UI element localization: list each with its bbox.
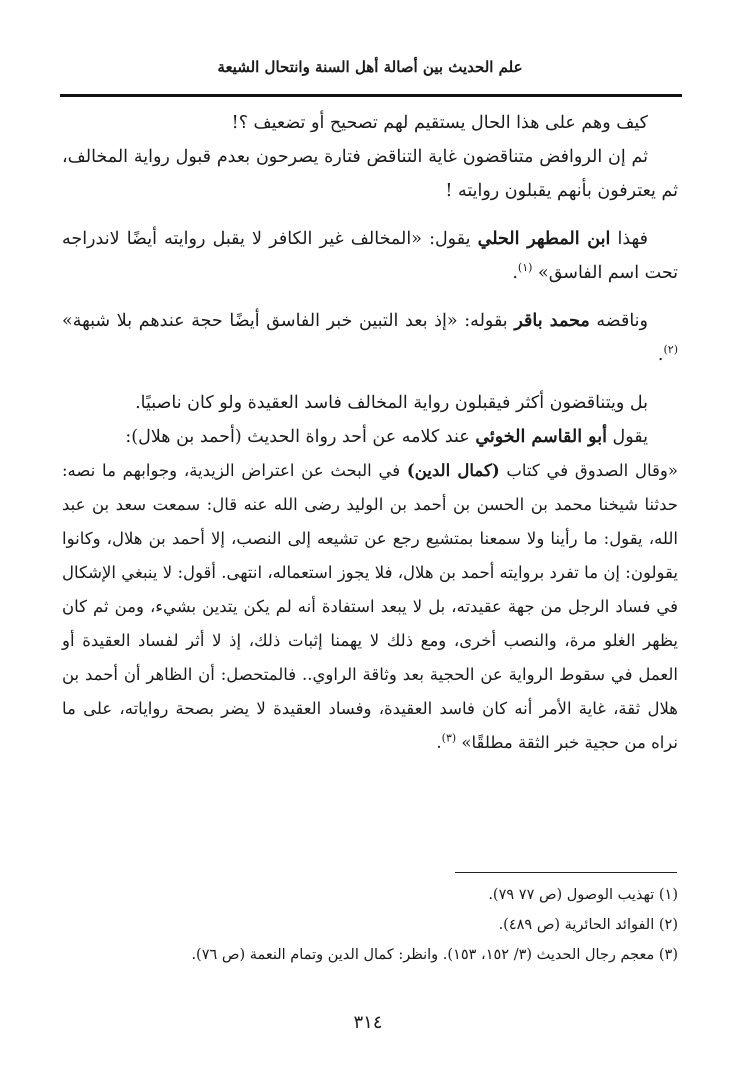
footnote-3: (٣) معجم رجال الحديث (٣/ ١٥٢، ١٥٣). وانظر: كمال الدين وتمام النعمة (ص ٧٦).: [191, 947, 678, 963]
paragraph-2: ثم إن الروافض متناقضون غاية التناقض فتارة يصرحون بعدم قبول رواية المخالف، ثم يعترفون بأنهم يقبلون روايته !: [62, 147, 678, 201]
quotation-end: .: [436, 733, 442, 752]
paragraph-3-quote: يقول: «المخالف غير الكافر لا يقبل روايته أيضًا لاندراجه تحت اسم الفاسق»: [62, 229, 678, 283]
paragraph-4-end: .: [657, 345, 664, 365]
paragraph-1: كيف وهم على هذا الحال يستقيم لهم تصحيح أو تضعيف ؟!: [231, 113, 648, 133]
book-title-kamal-al-din: (كمال الدين): [406, 461, 500, 480]
header-divider: [60, 94, 682, 97]
footnote-2: (٢) الفوائد الحائرية (ص ٤٨٩).: [498, 917, 678, 933]
page-body: [62, 106, 678, 760]
scholar-name-khoei: أبو القاسم الخوئي: [475, 427, 607, 447]
footnote-divider: [455, 872, 677, 873]
paragraph-6-text: يقول: [606, 427, 648, 447]
paragraph-6-rest: عند كلامه عن أحد رواة الحديث (أحمد بن هلال):: [125, 427, 476, 447]
paragraph-3-end: .: [512, 263, 518, 283]
quotation-body: في البحث عن اعتراض الزيدية، وجوابهم ما نصه: حدثنا شيخنا محمد بن الحسن بن أحمد بن الوليد رضى الله عنه قال: سمعت سعد بن عبد الله، يقول: ما رأينا ولا سمعنا بمتشيع رجع عن تشيعه إلى النصب، إلا أحمد بن هلال، وكانوا يقولون: إن ما تفرد بروايته أحمد بن هلال، فلا يجوز استعماله، انتهى. أقول: لا ينبغي الإشكال في فساد الرجل من جهة عقيدته، بل لا يبعد استفادة أنه لم يكن يتدين بشيء، ومن ثم كان يظهر الغلو مرة، والنصب أخرى، ومع ذلك لا يهمنا إثبات ذلك، إذ لا أثر لفساد العقيدة أو العمل في سقوط الرواية عن الحجية بعد وثاقة الراوي.. فالمتحصل: أن الظاهر أن أحمد بن هلال ثقة، غاية الأمر أنه كان فاسد العقيدة، وفساد العقيدة لا يضر بصحة رواياته، على ما نراه من حجية خبر الثقة مطلقًا»: [62, 461, 678, 752]
paragraph-5: بل ويتناقضون أكثر فيقبلون رواية المخالف فاسد العقيدة ولو كان ناصبيًا.: [135, 393, 648, 413]
footnotes: [62, 880, 678, 970]
quotation-opening: «وقال الصدوق في كتاب: [499, 461, 678, 480]
running-head-title: علم الحديث بين أصالة أهل السنة وانتحال الشيعة: [217, 58, 523, 76]
paragraph-6: [62, 420, 678, 454]
paragraph-4-quote: بقوله: «إذ بعد التبين خبر الفاسق أيضًا حجة عندهم بلا شبهة»: [62, 311, 515, 331]
footnote-ref-3[interactable]: (٣): [441, 731, 457, 745]
paragraph-3-text: فهذا: [610, 229, 648, 249]
footnote-ref-2[interactable]: (٢): [663, 343, 678, 357]
paragraph-4: [62, 304, 678, 372]
page-number: ٣١٤: [353, 1012, 383, 1033]
footnote-1: (١) تهذيب الوصول (ص ٧٧ ٧٩).: [488, 887, 678, 903]
paragraph-4-text: وناقضه: [589, 311, 649, 331]
scholar-name-baqir: محمد باقر: [514, 311, 590, 331]
khoei-quotation: [62, 454, 678, 760]
scholar-name-hilli: ابن المطهر الحلي: [477, 229, 611, 249]
footnote-ref-1[interactable]: (١): [517, 261, 533, 275]
paragraph-3: [62, 222, 678, 290]
